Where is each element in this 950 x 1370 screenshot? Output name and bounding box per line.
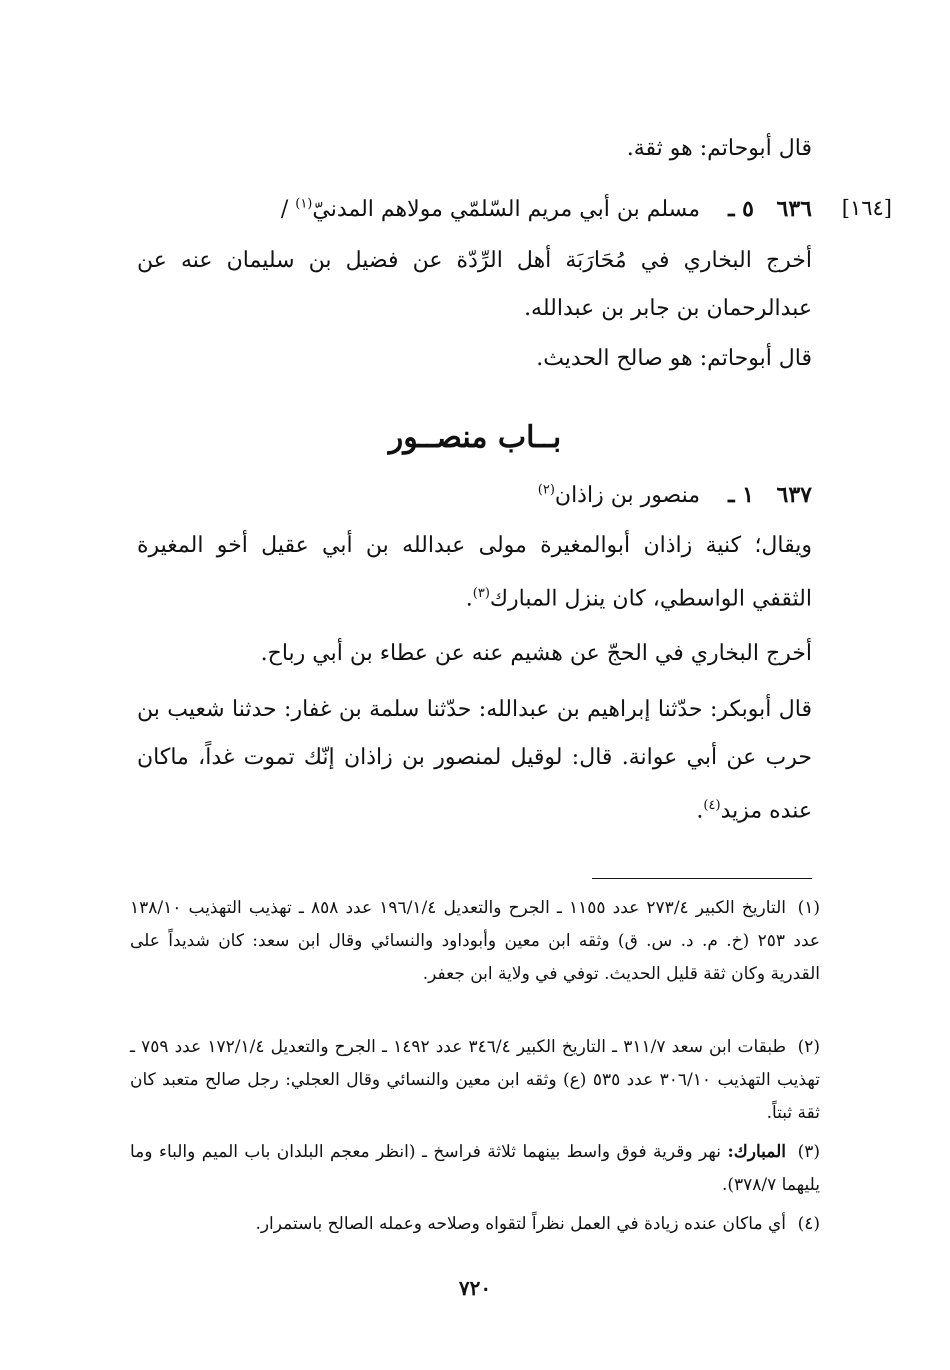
footnote-3-label: المبارك: <box>727 1142 786 1162</box>
footnote-2-text: طبقات ابن سعد ٣١١/٧ ـ التاريخ الكبير ٣٤٦/٤ عدد ١٤٩٢ ـ الجرح والتعديل ١٧٢/١/٤ عدد ٧٥٩ ـ تهذيب التهذيب ٣٠٦/١٠ عدد ٥٣٥ (ع) وثقه ابن معين والنسائي وقال العجلي: رجل صالح متعبد كان ثقة ثبتاً. <box>130 1037 820 1123</box>
footnote-separator <box>592 878 812 879</box>
entry-637-paragraph-1 <box>137 522 812 623</box>
entry-636-text: أخرج البخاري في مُحَارَبَة أهل الرِّدّة عن فضيل بن سليمان عنه عن عبدالرحمان بن جابر بن عبدالله. <box>137 248 813 321</box>
entry-637-name: منصور بن زاذان <box>554 483 701 508</box>
abu-hatim-statement-2: قال أبوحاتم: هو صالح الحديث. <box>536 346 812 371</box>
footnote-2-number: (٢) <box>797 1037 820 1057</box>
footnote-ref-3: (٣) <box>472 586 490 601</box>
entry-637-paragraph-3 <box>137 686 812 835</box>
paragraph-1-end: . <box>465 586 473 612</box>
footnote-3-number: (٣) <box>797 1142 820 1162</box>
entry-636-name: مسلم بن أبي مريم السّلمّي مولاهم المدنيّ <box>312 197 701 222</box>
entry-636-sub-number: ٥ ـ <box>728 196 754 222</box>
footnote-3-text: نهر وقرية فوق واسط بينهما ثلاثة فراسخ ـ (انظر معجم البلدان باب الميم والباء وما يليهما ٣٧٨/٧). <box>130 1142 820 1195</box>
footnote-ref-1: (١) <box>295 196 313 212</box>
footnote-4-text: أي ماكان عنده زيادة في العمل نظراً لتقواه وصلاحه وعمله الصالح باستمرار. <box>255 1214 786 1234</box>
section-title: بــاب منصــور <box>388 420 562 455</box>
paragraph-1-text: ويقال؛ كنية زاذان أبوالمغيرة مولى عبدالله بن أبي عقيل أخو المغيرة الثقفي الواسطي، كان ينزل المبارك <box>137 533 812 612</box>
entry-637-sub-number: ١ ـ <box>728 482 754 508</box>
entry-637-paragraph-2: أخرج البخاري في الحجّ عن هشيم عنه عن عطاء بن أبي رباح. <box>260 641 812 666</box>
entry-636-heading <box>281 196 754 222</box>
footnote-4 <box>130 1208 820 1241</box>
entry-number-636: ٦٣٦ <box>776 196 812 222</box>
entry-637-heading <box>538 482 754 508</box>
entry-636-slash: / <box>280 197 289 222</box>
footnote-ref-4: (٤) <box>703 798 721 813</box>
footnote-1-text: التاريخ الكبير ٢٧٣/٤ عدد ١١٥٥ ـ الجرح والتعديل ١٩٦/١/٤ عدد ٨٥٨ ـ تهذيب التهذيب ١٣٨/١٠ عدد ٢٥٣ (خ. م. د. س. ق) وثقه ابن معين وأبوداود والنسائي وقال ابن سعد: كان شديداً على القدرية وكان ثقة قليل الحديث. توفي في ولاية ابن جعفر. <box>130 898 821 984</box>
paragraph-3-text: قال أبوبكر: حدّثنا إبراهيم بن عبدالله: حدّثنا سلمة بن غفار: حدثنا شعيب بن حرب عن أبي عوانة. قال: لوقيل لمنصور بن زاذان إنّك تموت غداً، ماكان عنده مزيد <box>137 697 812 824</box>
footnote-ref-2: (٢) <box>537 482 555 498</box>
footnote-1-number: (١) <box>797 898 820 918</box>
margin-reference: [١٦٤] <box>841 196 892 220</box>
entry-number-637: ٦٣٧ <box>776 482 812 508</box>
footnote-3 <box>130 1136 820 1202</box>
footnote-2 <box>130 1031 820 1130</box>
footnote-4-number: (٤) <box>797 1214 820 1234</box>
paragraph-3-end: . <box>696 798 704 824</box>
footnote-1 <box>130 892 820 991</box>
page-number: ٧٢٠ <box>458 1276 492 1300</box>
abu-hatim-statement-1: قال أبوحاتم: هو ثقة. <box>626 136 812 161</box>
